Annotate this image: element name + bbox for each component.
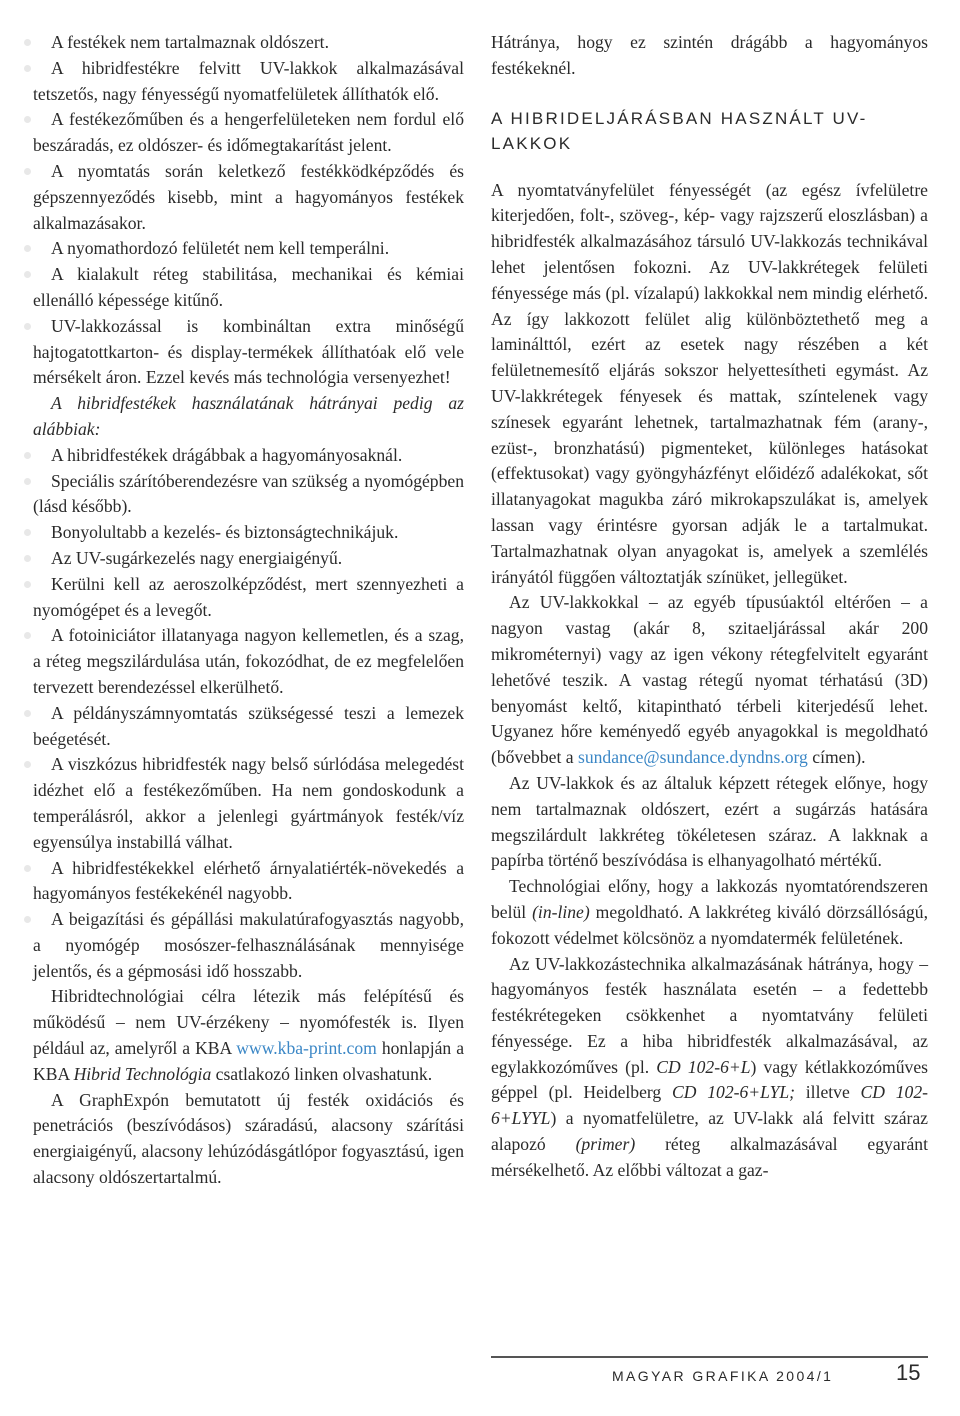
- list-item: Az UV-sugárkezelés nagy energiaigényű.: [33, 546, 464, 572]
- paragraph-2: Az UV-lakkokkal – az egyéb típusúaktól eltérően – a nagyon vastag (akár 8, szitaeljárással akár 200 mikrométernyi) vagy az igen vékony rétegfelvitelt egyaránt lehetővé teszik. A vastag rétegű nyomat térhatású (3D) benyomást keltő, kitapintható térbeli kiterjedésű lehet. Ugyanez hőre keményedő egyéb anyagokkal is megoldható (bővebbet a sundance@sundance.dyndns.org címen).: [491, 592, 928, 768]
- paragraph-1: A nyomtatványfelület fényességét (az egész ívfelületre kiterjedően, folt-, szöveg-, kép- vagy rajzszerű eloszlásban) a hibridfesték alkalmazásához társuló UV-lakkozás technikával lehet jelentősen fokozni. Az UV-lakkrétegek felületi fényessége más (pl. vízalapú) lakkokkal nem mindig elérhető. Az így lakkozott felület alig különböztethető meg a laminálttól, ezért az esetek nagy részében a két felületnemesítő eljárás sokszor helyettesítheti egymást. Az UV-lakkrétegek fényesek és mattak, színtelenek vagy színesek egyaránt lehetnek, tartalmazhatnak fém (arany-, ezüst-, bronzhatású) pigmenteket, különleges hatásokat (effektusokat) vagy gyöngyházfényt előidéző adalékokat, sőt illatanyagokat magukba záró mikrokapszulákat is, amelyek lassan vagy érintésre gyorsan adják le a tartalmukat. Tartalmazhatnak olyan anyagokat is, amelyek a szemlélés irányától függően változtatják színüket, jellegüket.: [491, 179, 928, 587]
- paragraph-3: Az UV-lakkok és az általuk képzett rétegek előnye, hogy nem tartalmaznak oldószert, ezért a sugárzás hatására megszilárdult lakkréteg tökéletesen száraz. A lakknak a papírba történő beszívódása is elhanyagolható mértékű.: [491, 772, 928, 871]
- list-item: A nyomtatás során keletkező festékködképződés és gépszennyeződés kisebb, mint a hagyományos festékek alkalmazásakor.: [33, 159, 464, 236]
- list-item: A viszkózus hibridfesték nagy belső súrlódása melegedést idézhet elő a festékezőműben. Ha nem gondoskodunk a temperálásról, akkor a jelenlegi gyártmányok festék/víz egyensúlya instabillá válhat.: [33, 752, 464, 855]
- list-item: A fotoiniciátor illatanyaga nagyon kellemetlen, és a szag, a réteg megszilárdulása után, fokozódhat, de ez megfelelően tervezett berendezéssel elkerülhető.: [33, 623, 464, 700]
- paragraph-4: Technológiai előny, hogy a lakkozás nyomtatórendszeren belül (in-line) megoldható. A lakkréteg kiváló dörzsállóságú, fokozott védelmet kölcsönöz a nyomdatermék felületének.: [491, 876, 928, 948]
- right-column: [491, 30, 928, 1184]
- paragraph-graphexpo: A GraphExpón bemutatott új festék oxidációs és penetrációs (beszívódásos) száradású, alacsony szárítási energiaigényű, alacsony lehúzódásgátlópor fogyasztású, igen alacsony oldószertartalmú.: [33, 1089, 464, 1188]
- list-item: A példányszámnyomtatás szükségessé teszi a lemezek beégetését.: [33, 701, 464, 753]
- list-item: A hibridfestékekkel elérhető árnyalatiérték-növekedés a hagyományos festékekénél nagyobb.: [33, 856, 464, 908]
- paragraph-intro: Hátránya, hogy ez szintén drágább a hagyományos festékeknél.: [491, 32, 928, 78]
- list-item: Bonyolultabb a kezelés- és biztonságtechnikájuk.: [33, 520, 464, 546]
- paragraph-kba: Hibridtechnológiai célra létezik más felépítésű és működésű – nem UV-érzékeny – nyomófesték is. Ilyen például az, amelyről a KBA www.kba-print.com honlapján a KBA Hibrid Technológia csatlakozó linken olvashatunk.: [33, 986, 465, 1084]
- footer-rule: [491, 1356, 928, 1358]
- section-heading: A HIBRIDELJÁRÁSBAN HASZNÁLT UV-LAKKOK: [491, 108, 868, 153]
- page-number: 15: [896, 1360, 921, 1385]
- list-item: A festékezőműben és a hengerfelületeken nem fordul elő beszáradás, ez oldószer- és időmegtakarítást jelent.: [33, 107, 464, 159]
- left-column: [33, 30, 464, 1191]
- advantages-list: [33, 30, 464, 391]
- disadvantages-list: [33, 443, 464, 985]
- paragraph-5: Az UV-lakkozástechnika alkalmazásának hátránya, hogy – hagyományos festék használata esetén – a fedettebb festékrétegeken csökkenhet a nyomtatvány felületi fényessége. Ez a hiba hibridfesték alkalmazásával, az egylakkozóműves (pl. CD 102-6+L) vagy kétlakkozóműves géppel (pl. Heidelberg CD 102-6+LYL; illetve CD 102-6+LYYL) a nyomatfelületre, az UV-lakk alá felvitt száraz alapozó (primer) réteg alkalmazásával egyaránt mérsékelhető. Az előbbi változat a gaz-: [491, 953, 929, 1180]
- list-item: Speciális szárítóberendezésre van szükség a nyomógépben (lásd később).: [33, 469, 464, 521]
- list-item: Kerülni kell az aeroszolképződést, mert szennyezheti a nyomógépet és a levegőt.: [33, 572, 464, 624]
- list-item: A nyomathordozó felületét nem kell temperálni.: [33, 236, 464, 262]
- list-item: A festékek nem tartalmaznak oldószert.: [33, 30, 464, 56]
- kba-link[interactable]: www.kba-print.com: [236, 1038, 377, 1059]
- list-item: A beigazítási és gépállási makulatúrafogyasztás nagyobb, a nyomógép mosószer-felhasználásának mennyisége jelentős, és a gépmosási idő hosszabb.: [33, 907, 464, 984]
- list-item: A hibridfestékek drágábbak a hagyományosaknál.: [33, 443, 464, 469]
- list-item: A hibridfestékre felvitt UV-lakkok alkalmazásával tetszetős, nagy fényességű nyomatfelületek állíthatók elő.: [33, 56, 464, 108]
- sundance-email-link[interactable]: sundance@sundance.dyndns.org: [577, 747, 808, 768]
- disadvantages-intro: A hibridfestékek használatának hátrányai pedig az alábbiak:: [33, 393, 464, 439]
- list-item: UV-lakkozással is kombináltan extra minőségű hajtogatottkarton- és display-termékek állíthatóak elő vele mérsékelt áron. Ezzel kevés más technológia versenyezhet!: [33, 314, 464, 391]
- list-item: A kialakult réteg stabilitása, mechanikai és kémiai ellenálló képessége kitűnő.: [33, 262, 464, 314]
- footer-magazine: MAGYAR GRAFIKA 2004/1: [612, 1368, 834, 1384]
